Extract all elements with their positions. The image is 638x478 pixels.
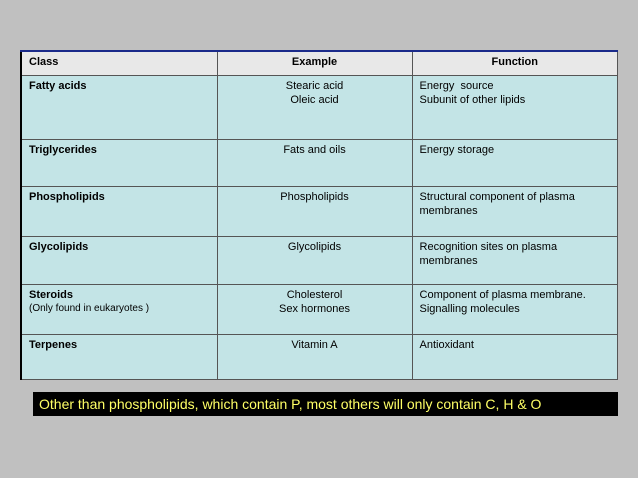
function-line: Subunit of other lipids [419, 94, 526, 106]
function-line: Recognition sites on plasma [419, 241, 558, 253]
cell-class [21, 187, 217, 237]
header-class: Class [21, 51, 217, 76]
table-row [21, 187, 618, 237]
cell-example [217, 140, 412, 187]
table-row [21, 140, 618, 187]
function-line: Energy storage [419, 144, 495, 156]
class-name: Steroids [29, 289, 74, 301]
class-name: Triglycerides [29, 144, 97, 156]
function-line: Structural component of plasma [419, 191, 575, 203]
cell-class [21, 335, 217, 380]
cell-function [412, 335, 617, 380]
cell-example [217, 285, 412, 335]
class-name: Glycolipids [29, 241, 89, 253]
cell-class [21, 237, 217, 285]
example-line: Sex hormones [279, 303, 350, 315]
function-line: Component of plasma membrane. [419, 289, 586, 301]
example-line: Phospholipids [280, 191, 349, 203]
cell-example [217, 335, 412, 380]
header-example: Example [217, 51, 412, 76]
cell-class [21, 76, 217, 140]
cell-class [21, 285, 217, 335]
example-line: Oleic acid [290, 94, 339, 106]
header-function: Function [412, 51, 617, 76]
class-note: (Only found in eukaryotes ) [29, 303, 150, 314]
cell-function [412, 285, 617, 335]
cell-example [217, 187, 412, 237]
table-row [21, 237, 618, 285]
caption-banner: Other than phospholipids, which contain P, most others will only contain C, H & O [33, 392, 618, 416]
cell-example [217, 76, 412, 140]
function-line: Antioxidant [419, 339, 474, 351]
function-line: Energy source [419, 80, 494, 92]
table-row [21, 76, 618, 140]
example-line: Fats and oils [283, 144, 346, 156]
example-line: Glycolipids [287, 241, 342, 253]
function-line: Signalling molecules [419, 303, 520, 315]
function-line: membranes [419, 205, 478, 217]
example-line: Stearic acid [285, 80, 344, 92]
lipid-classes-table [20, 50, 618, 380]
cell-example [217, 237, 412, 285]
table-row [21, 335, 618, 380]
example-line: Vitamin A [291, 339, 338, 351]
cell-function [412, 76, 617, 140]
class-name: Fatty acids [29, 80, 87, 92]
class-name: Terpenes [29, 339, 78, 351]
class-name: Phospholipids [29, 191, 105, 203]
cell-function [412, 187, 617, 237]
cell-function [412, 237, 617, 285]
cell-class [21, 140, 217, 187]
cell-function [412, 140, 617, 187]
example-line: Cholesterol [286, 289, 343, 301]
table-header-row [21, 51, 618, 76]
function-line: membranes [419, 255, 478, 267]
table-row [21, 285, 618, 335]
